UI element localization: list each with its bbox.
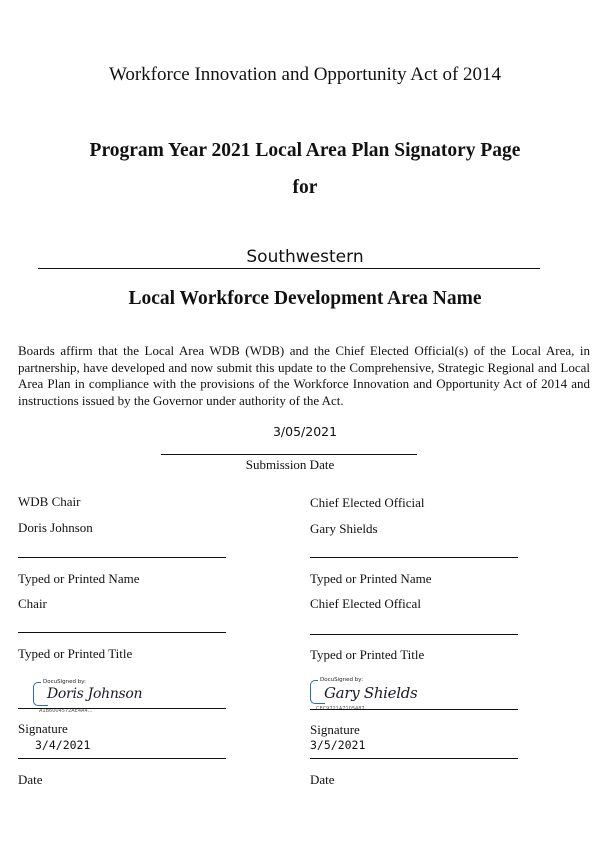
wdb-chair-date-line <box>18 758 226 759</box>
affirmation-paragraph: Boards affirm that the Local Area WDB (WDB) and the Chief Elected Official(s) of the Local Area, in partnership, have developed and now submit this update to the Comprehensive, Strategic Regional and Local Area Plan in compliance with the provisions of the Workforce Innovation and Opportunity Act of 2014 and instructions issued by the Governor under authority of the Act. <box>18 343 590 408</box>
ceo-name-label: Typed or Printed Name <box>310 571 432 586</box>
ceo-docusign-stamp <box>310 677 460 712</box>
wdb-chair-date-label: Date <box>18 772 43 787</box>
submission-date-line <box>161 454 417 455</box>
ceo-title-line <box>310 634 518 635</box>
wdb-chair-name-label: Typed or Printed Name <box>18 571 140 586</box>
wdb-chair-docusign-stamp <box>33 679 151 714</box>
wdb-chair-signature-line <box>18 708 226 709</box>
area-name-line <box>38 268 540 269</box>
ceo-title: Chief Elected Offical <box>310 596 421 611</box>
ceo-signature-line <box>310 709 518 710</box>
act-title: Workforce Innovation and Opportunity Act of 2014 <box>108 64 502 85</box>
wdb-chair-title-line <box>18 632 226 633</box>
ceo-signature: Gary Shields <box>324 684 418 702</box>
submission-date-value: 3/05/2021 <box>272 424 338 439</box>
docusign-id: A1B6004572AE4A4... <box>39 708 93 714</box>
wdb-chair-date: 3/4/2021 <box>35 738 91 752</box>
wdb-chair-title-label: Typed or Printed Title <box>18 646 133 661</box>
ceo-signature-label: Signature <box>310 722 360 737</box>
wdb-chair-name-line <box>18 557 226 558</box>
ceo-date: 3/5/2021 <box>310 738 366 752</box>
wdb-chair-signature-label: Signature <box>18 721 68 736</box>
docusign-frame <box>310 680 325 704</box>
ceo-date-line <box>310 758 518 759</box>
docusign-id: CEC9721A7105487... <box>316 706 370 712</box>
docusign-header: DocuSigned by: <box>43 679 86 685</box>
area-name-value: Southwestern <box>246 247 364 267</box>
submission-date-label: Submission Date <box>245 457 335 472</box>
for-word: for <box>292 177 318 198</box>
wdb-chair-name: Doris Johnson <box>18 520 93 535</box>
wdb-chair-signature: Doris Johnson <box>47 686 143 702</box>
ceo-name: Gary Shields <box>310 521 378 536</box>
ceo-date-label: Date <box>310 772 335 787</box>
ceo-role: Chief Elected Official <box>310 495 425 510</box>
ceo-name-line <box>310 557 518 558</box>
area-name-label: Local Workforce Development Area Name <box>128 288 482 309</box>
wdb-chair-title: Chair <box>18 596 47 611</box>
plan-title: Program Year 2021 Local Area Plan Signatory Page <box>89 140 521 161</box>
wdb-chair-role: WDB Chair <box>18 494 81 509</box>
docusign-frame <box>33 682 48 706</box>
docusign-header: DocuSigned by: <box>320 677 363 683</box>
ceo-title-label: Typed or Printed Title <box>310 647 425 662</box>
